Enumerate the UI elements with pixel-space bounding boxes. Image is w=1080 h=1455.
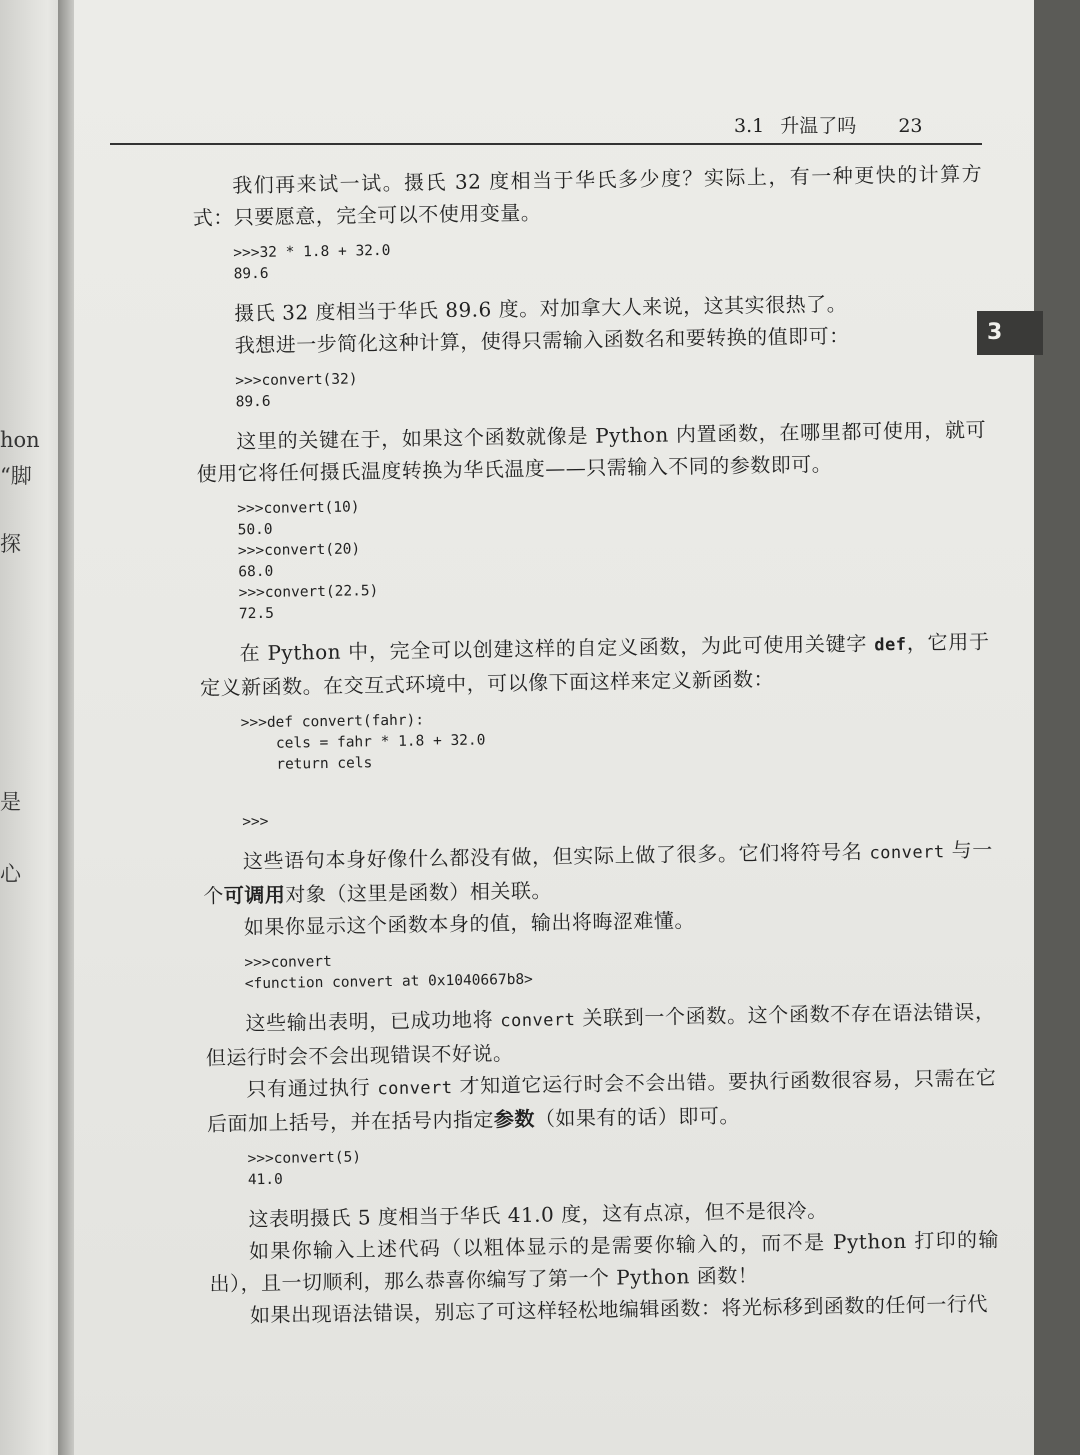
paragraph: 如果你输入上述代码（以粗体显示的是需要你输入的，而不是 Python 打印的输出），且一切顺利，那么恭喜你编写了第一个 Python 函数！ (209, 1227, 1000, 1296)
running-header (734, 111, 933, 138)
paragraph: 我们再来试一试。摄氏 32 度相当于华氏多少度？实际上，有一种更快的计算方式：只要愿意，完全可以不使用变量。 (192, 161, 983, 230)
paragraph: 这表明摄氏 5 度相当于华氏 41.0 度，这有点凉，但不是很冷。 (248, 1198, 828, 1232)
inline-keyword: def (874, 634, 907, 656)
bold-term: 可调用 (223, 882, 286, 908)
paragraph: 如果出现语法错误，别忘了可这样轻松地编辑函数：将光标移到函数的任何一行代 (249, 1291, 989, 1328)
section-title: 升温了吗 (780, 115, 857, 137)
left-page-fragment: 是 (0, 790, 21, 814)
code-block: >>>convert(32) 89.6 (235, 371, 358, 411)
left-page-fragment: 心 (0, 862, 21, 886)
code-block: >>>convert <function convert at 0x1040667b8> (244, 953, 533, 993)
page-body (192, 158, 1000, 1332)
code-prompt: >>> (242, 813, 269, 831)
paragraph: 如果你显示这个函数本身的值，输出将晦涩难懂。 (243, 908, 696, 940)
code-block: >>>def convert(fahr): cels = fahr * 1.8 + 32.0 return cels (240, 712, 486, 774)
inline-code: convert (869, 842, 945, 864)
left-page-fragment: hon (0, 428, 40, 452)
inline-code: convert (377, 1078, 453, 1100)
paragraph: 这里的关键在于，如果这个函数就像是 Python 内置函数，在哪里都可使用，就可使用它将任何摄氏温度转换为华氏温度——只需输入不同的参数即可。 (196, 417, 987, 486)
chapter-tab: 3 (977, 311, 1043, 355)
code-block: >>>convert(5) 41.0 (247, 1149, 362, 1189)
paragraph: 只有通过执行 convert 才知道它运行时会不会出错。要执行函数很容易，只需在它后面加上括号，并在括号内指定参数（如果有的话）即可。 (206, 1065, 997, 1136)
book-page (74, 0, 1034, 1455)
paragraph: 这些语句本身好像什么都没有做，但实际上做了很多。它们将符号名 convert 与一个可调用对象（这里是函数）相关联。 (203, 837, 993, 908)
code-block: >>>32 * 1.8 + 32.0 89.6 (233, 242, 391, 283)
paragraph: 这些输出表明，已成功地将 convert 关联到一个函数。这个函数不存在语法错误，但运行时会不会出现错误不好说。 (205, 999, 996, 1070)
left-page-fragment: 探 (0, 532, 21, 556)
paragraph: 在 Python 中，完全可以创建这样的自定义函数，为此可使用关键字 def，它用于定义新函数。在交互式环境中，可以像下面这样来定义新函数： (199, 629, 990, 700)
paragraph: 我想进一步简化这种计算，使得只需输入函数名和要转换的值即可： (234, 323, 850, 358)
left-page-fragment: “脚 (0, 464, 32, 488)
paragraph: 摄氏 32 度相当于华氏 89.6 度。对加拿大人来说，这其实很热了。 (234, 291, 848, 326)
inline-code: convert (500, 1010, 576, 1032)
bold-term: 参数 (493, 1106, 536, 1132)
header-rule (110, 143, 982, 145)
page-number: 23 (898, 115, 923, 137)
section-number: 3.1 (734, 115, 765, 137)
code-block: >>>convert(10) 50.0 >>>convert(20) 68.0 >>>convert(22.5) 72.5 (237, 499, 379, 623)
